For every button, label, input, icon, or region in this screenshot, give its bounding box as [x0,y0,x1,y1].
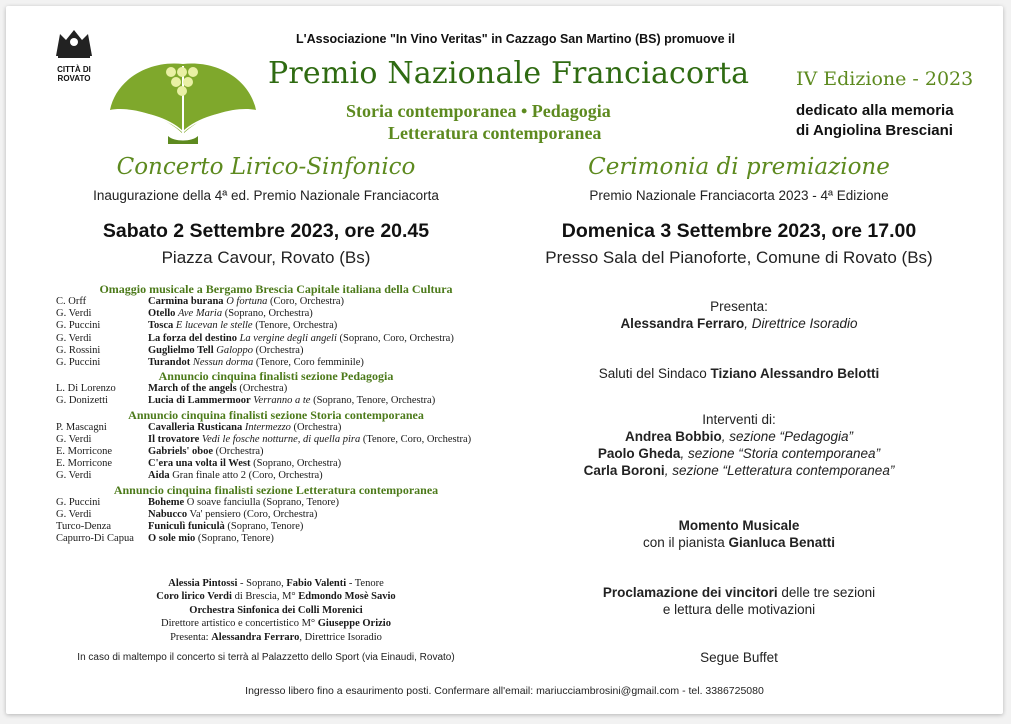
credits-orchestra: Orchestra Sinfonica dei Colli Morenici [189,604,363,616]
speaker-1: Andrea Bobbio, sezione “Pedagogia” [624,429,854,444]
book-grapes-logo-icon [108,54,258,146]
rain-note: In caso di maltempo il concerto si terrà al Palazzetto dello Sport (via Einaudi, Rovato) [77,652,455,663]
program-composer: L. Di Lorenzo [56,383,116,395]
program-item [56,345,496,357]
program-item [56,458,496,470]
program-work: Gabriels' oboe (Orchestra) [148,446,264,458]
program-section-heading: Omaggio musicale a Bergamo Brescia Capitale italiana della Cultura [99,282,453,296]
speakers-block [514,411,964,479]
program-work: La forza del destino La vergine degli angeli (Soprano, Coro, Orchestra) [148,332,454,344]
proclamation [514,584,964,618]
program-work: Cavalleria Rusticana Intermezzo (Orchestra) [148,421,342,433]
program-composer: Capurro-Di Capua [56,533,134,545]
program-work: Aida Gran finale atto 2 (Coro, Orchestra) [148,470,323,482]
concert-credits [56,577,496,644]
presenter-name: Alessandra Ferraro, Direttrice Isoradio [620,316,858,331]
presenter-label: Presenta: [710,299,768,314]
concert-date: Sabato 2 Settembre 2023, ore 20.45 [102,220,430,242]
musical-moment-title: Momento Musicale [678,518,800,533]
program-composer: E. Morricone [56,446,112,458]
program-item [56,296,496,308]
program-work: Lucia di Lammermoor Verranno a te (Soprano, Tenore, Orchestra) [148,395,436,407]
program-composer: Turco-Denza [56,521,112,533]
program-composer: E. Morricone [56,458,112,470]
program-work: C'era una volta il West (Soprano, Orchestra) [148,458,342,470]
program-item [56,509,496,521]
program-item [56,320,496,332]
program-composer: G. Rossini [56,344,101,356]
program-section-heading: Annuncio cinquina finalisti sezione Letteratura contemporanea [113,482,439,497]
credits-singers: Alessia Pintossi - Soprano, Fabio Valenti - Tenore [168,578,384,589]
program-work: O sole mio (Soprano, Tenore) [148,533,274,545]
dedication [796,101,954,141]
program-item [56,383,496,395]
program-work: Boheme O soave fanciulla (Soprano, Tenore) [148,496,339,508]
program-work: Tosca E lucevan le stelle (Tenore, Orchestra) [148,320,338,332]
program-composer: G. Puccini [56,357,101,369]
speakers-label: Interventi di: [702,412,776,427]
crest-label: CITTÀ DI ROVATO [57,65,91,83]
program-work: Carmina burana O fortuna (Coro, Orchestra) [148,296,345,307]
program-item [56,446,496,458]
credits-presenter: Presenta: Alessandra Ferraro, Direttrice Isoradio [170,631,382,643]
program-composer: G. Puccini [56,496,101,508]
program-item [56,470,496,482]
program-work: Guglielmo Tell Galoppo (Orchestra) [148,344,304,356]
edition-label: IV Edizione - 2023 [796,68,974,90]
proclamation-line-1: Proclamazione dei vincitori delle tre sezioni [602,585,876,600]
musical-moment [514,517,964,551]
program-item [56,333,496,345]
program-work: Il trovatore Vedi le fosche notturne, di quella pira (Tenore, Coro, Orchestra) [148,433,472,445]
program-item [56,395,496,407]
credits-choir: Coro lirico Verdi di Brescia, M° Edmondo Mosè Savio [156,591,396,603]
program-item [56,533,496,545]
ceremony-subtitle: Premio Nazionale Franciacorta 2023 - 4ª Edizione [589,188,889,203]
program-composer: P. Mascagni [56,421,107,433]
promoter-line: L'Associazione "In Vino Veritas" in Cazzago San Martino (BS) promuove il [296,32,735,46]
program-item [56,308,496,320]
sections-line-1: Storia contemporanea • Pedagogia [346,101,611,121]
flyer-page [6,6,1003,714]
speaker-2: Paolo Gheda, sezione “Storia contemporanea” [597,446,881,461]
program-work: Turandot Nessun dorma (Tenore, Coro femminile) [148,357,364,369]
proclamation-line-2: e lettura delle motivazioni [662,602,816,617]
program-composer: G. Verdi [56,508,92,520]
program-composer: G. Donizetti [56,395,108,407]
program-work: Funiculì funiculà (Soprano, Tenore) [148,521,304,533]
program-item [56,434,496,446]
program-item [56,422,496,434]
program-work: Otello Ave Maria (Soprano, Orchestra) [148,308,313,320]
city-crest [44,26,104,83]
credits-director: Direttore artistico e concertistico M° Giuseppe Orizio [161,618,391,630]
dedication-line-1: dedicato alla memoria [796,102,954,119]
program-composer: G. Puccini [56,320,101,332]
program-composer: G. Verdi [56,332,92,344]
program-item [56,357,496,369]
program-item [56,521,496,533]
buffet-note: Segue Buffet [700,650,778,665]
musical-moment-pianist: con il pianista Gianluca Benatti [642,535,836,550]
program-composer: G. Verdi [56,470,92,482]
footer-contact: Ingresso libero fino a esaurimento posti. Confermare all'email: mariucciambrosini@gmail.com - tel. 3386725080 [245,685,764,697]
program-work: Nabucco Va' pensiero (Coro, Orchestra) [148,508,318,520]
ceremony-date: Domenica 3 Settembre 2023, ore 17.00 [561,220,917,242]
speaker-3: Carla Boroni, sezione “Letteratura contemporanea” [583,463,895,478]
program-composer: C. Orff [56,296,87,307]
presenter-block [514,298,964,332]
program-section-heading: Annuncio cinquina finalisti sezione Pedagogia [158,369,394,384]
mayor-greeting: Saluti del Sindaco Tiziano Alessandro Belotti [598,366,880,381]
program-section-heading: Annuncio cinquina finalisti sezione Storia contemporanea [128,407,424,422]
concert-place: Piazza Cavour, Rovato (Bs) [161,248,371,267]
concert-program [56,282,496,545]
program-work: March of the angels (Orchestra) [148,383,288,395]
ceremony-place: Presso Sala del Pianoforte, Comune di Rovato (Bs) [545,248,933,267]
crest-emblem-icon [52,26,96,60]
sections-line-2: Letteratura contemporanea [388,123,602,143]
program-item [56,497,496,509]
program-composer: G. Verdi [56,308,92,320]
program-composer: G. Verdi [56,433,92,445]
ceremony-title: Cerimonia di premiazione [588,154,890,180]
award-title: Premio Nazionale Franciacorta [268,56,750,91]
concert-subtitle: Inaugurazione della 4ª ed. Premio Nazionale Franciacorta [93,188,439,203]
dedication-line-2: di Angiolina Bresciani [796,122,953,139]
concert-title: Concerto Lirico-Sinfonico [116,154,416,180]
